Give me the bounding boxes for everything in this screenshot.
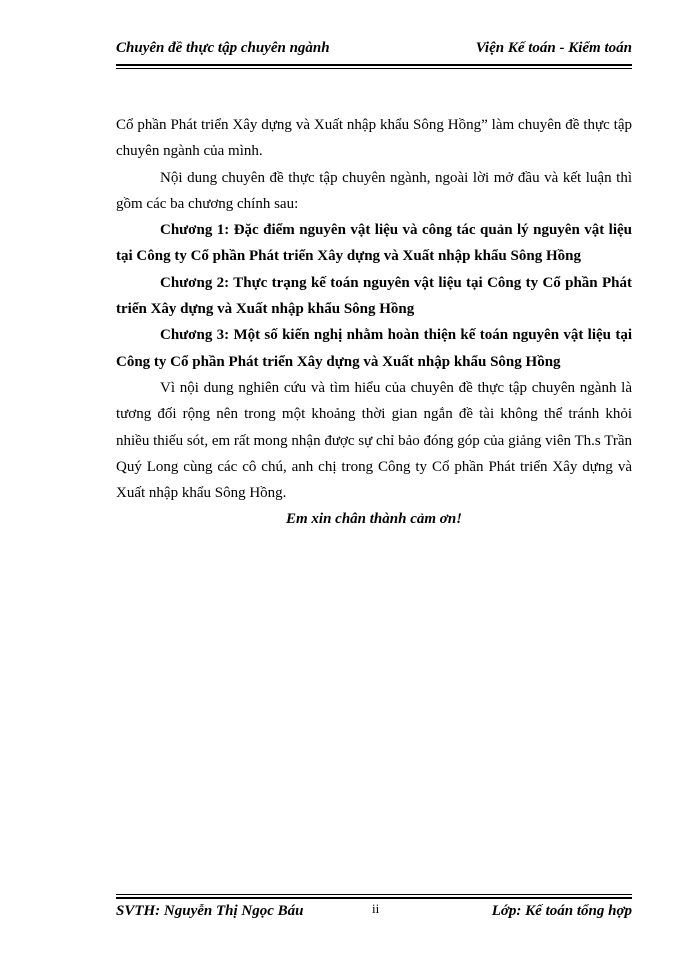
header-report-title: Chuyên đề thực tập chuyên ngành xyxy=(116,40,330,56)
footer-rule xyxy=(116,894,632,899)
paragraph-intro-continuation: Cổ phần Phát triển Xây dựng và Xuất nhập khẩu Sông Hồng” làm chuyên đề thực tập chuyên ngành của mình. xyxy=(116,117,632,160)
thanks-line: Em xin chân thành cảm ơn! xyxy=(285,511,463,528)
document-body xyxy=(116,112,632,533)
footer-class: Lớp: Kế toán tổng hợp xyxy=(491,903,632,919)
page-number: ii xyxy=(372,901,380,916)
header-rule xyxy=(116,64,632,69)
paragraph-content-overview: Nội dung chuyên đề thực tập chuyên ngành, ngoài lời mở đầu và kết luận thì gồm các ba chương chính sau: xyxy=(116,169,632,212)
chapter-2: Chương 2: Thực trạng kế toán nguyên vật liệu tại Công ty Cổ phần Phát triển Xây dựng và Xuất nhập khẩu Sông Hồng xyxy=(116,274,632,318)
page-header xyxy=(116,40,632,62)
footer-student-name: SVTH: Nguyễn Thị Ngọc Báu xyxy=(116,903,304,919)
chapter-1: Chương 1: Đặc điểm nguyên vật liệu và công tác quản lý nguyên vật liệu tại Công ty Cổ phần Phát triển Xây dựng và Xuất nhập khẩu Sông Hồng xyxy=(116,222,632,265)
page-footer xyxy=(116,903,632,925)
header-institute: Viện Kế toán - Kiểm toán xyxy=(475,40,632,56)
paragraph-acknowledgement: Vì nội dung nghiên cứu và tìm hiểu của chuyên đề thực tập chuyên ngành là tương đối rộng nên trong một khoảng thời gian ngắn đề tài không thể tránh khỏi nhiều thiếu sót, em rất mong nhận được sự chỉ bảo đóng góp của giảng viên Th.s Trần Quý Long cùng các cô chú, anh chị trong Công ty Cổ phần Phát triển Xây dựng và Xuất nhập khẩu Sông Hồng. xyxy=(116,379,632,502)
chapter-3: Chương 3: Một số kiến nghị nhằm hoàn thiện kế toán nguyên vật liệu tại Công ty Cổ phần Phát triển Xây dựng và Xuất nhập khẩu Sông Hồng xyxy=(116,327,632,370)
